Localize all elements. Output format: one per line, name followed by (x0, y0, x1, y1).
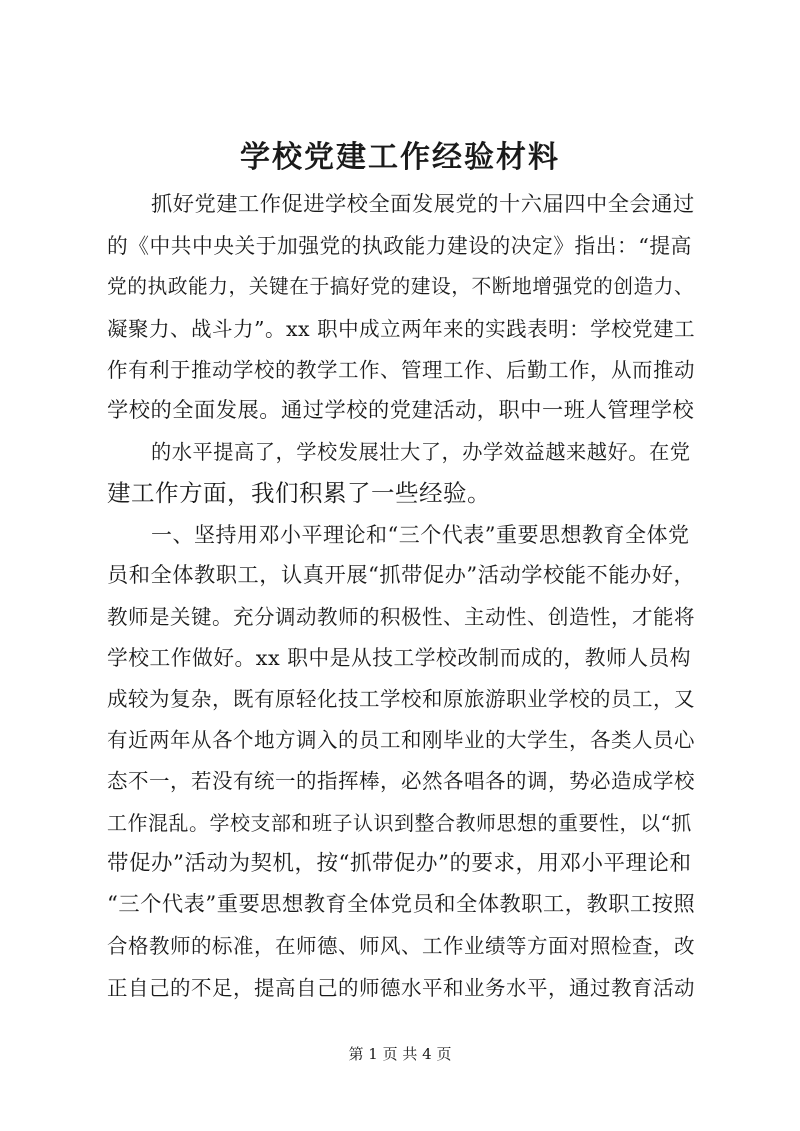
body-line: 作有利于推动学校的教学工作、管理工作、后勤工作，从而推动 (107, 358, 695, 382)
body-line: 态不一，若没有统一的指挥棒，必然各唱各的调，势必造成学校 (107, 769, 695, 793)
body-line: 合格教师的标准，在师德、师风、工作业绩等方面对照检查，改 (107, 934, 695, 958)
body-line: 有近两年从各个地方调入的员工和刚毕业的大学生，各类人员心 (107, 728, 695, 752)
body-line: 员和全体教职工，认真开展“抓带促办”活动学校能不能办好， (107, 563, 696, 588)
body-line: 成较为复杂，既有原轻化技工学校和原旅游职业学校的员工，又 (107, 687, 695, 711)
body-line: “三个代表”重要思想教育全体党员和全体教职工，教职工按照 (107, 892, 696, 917)
page-footer: 第 1 页 共 4 页 (348, 1045, 452, 1063)
body-line: 党的执政能力，关键在于搞好党的建设，不断地增强党的创造力、 (107, 275, 695, 298)
body-line: 带促办”活动为契机，按“抓带促办”的要求，用邓小平理论和 (107, 851, 692, 876)
body-line: 教师是关键。充分调动教师的积极性、主动性、创造性，才能将 (107, 605, 695, 629)
body-line: 一、坚持用邓小平理论和“三个代表”重要思想教育全体党 (151, 523, 690, 547)
body-line: 学校的全面发展。通过学校的党建活动，职中一班人管理学校 (107, 398, 695, 423)
body-line: 工作混乱。学校支部和班子认识到整合教师思想的重要性，以“抓 (107, 811, 692, 835)
body-line: 凝聚力、战斗力”。xx 职中成立两年来的实践表明：学校党建工 (107, 317, 696, 341)
body-line: 的水平提高了，学校发展壮大了，办学效益越来越好。在党 (151, 440, 691, 464)
document-title: 学校党建工作经验材料 (240, 140, 560, 175)
body-line: 正自己的不足，提高自己的师德水平和业务水平，通过教育活动 (107, 976, 695, 1000)
body-line: 的《中共中央关于加强党的执政能力建设的决定》指出：“提高 (107, 234, 692, 258)
body-line: 抓好党建工作促进学校全面发展党的十六届四中全会通过 (151, 192, 695, 217)
body-line: 建工作方面，我们积累了一些经验。 (107, 479, 491, 507)
body-line: 学校工作做好。xx 职中是从技工学校改制而成的，教师人员构 (107, 646, 692, 670)
